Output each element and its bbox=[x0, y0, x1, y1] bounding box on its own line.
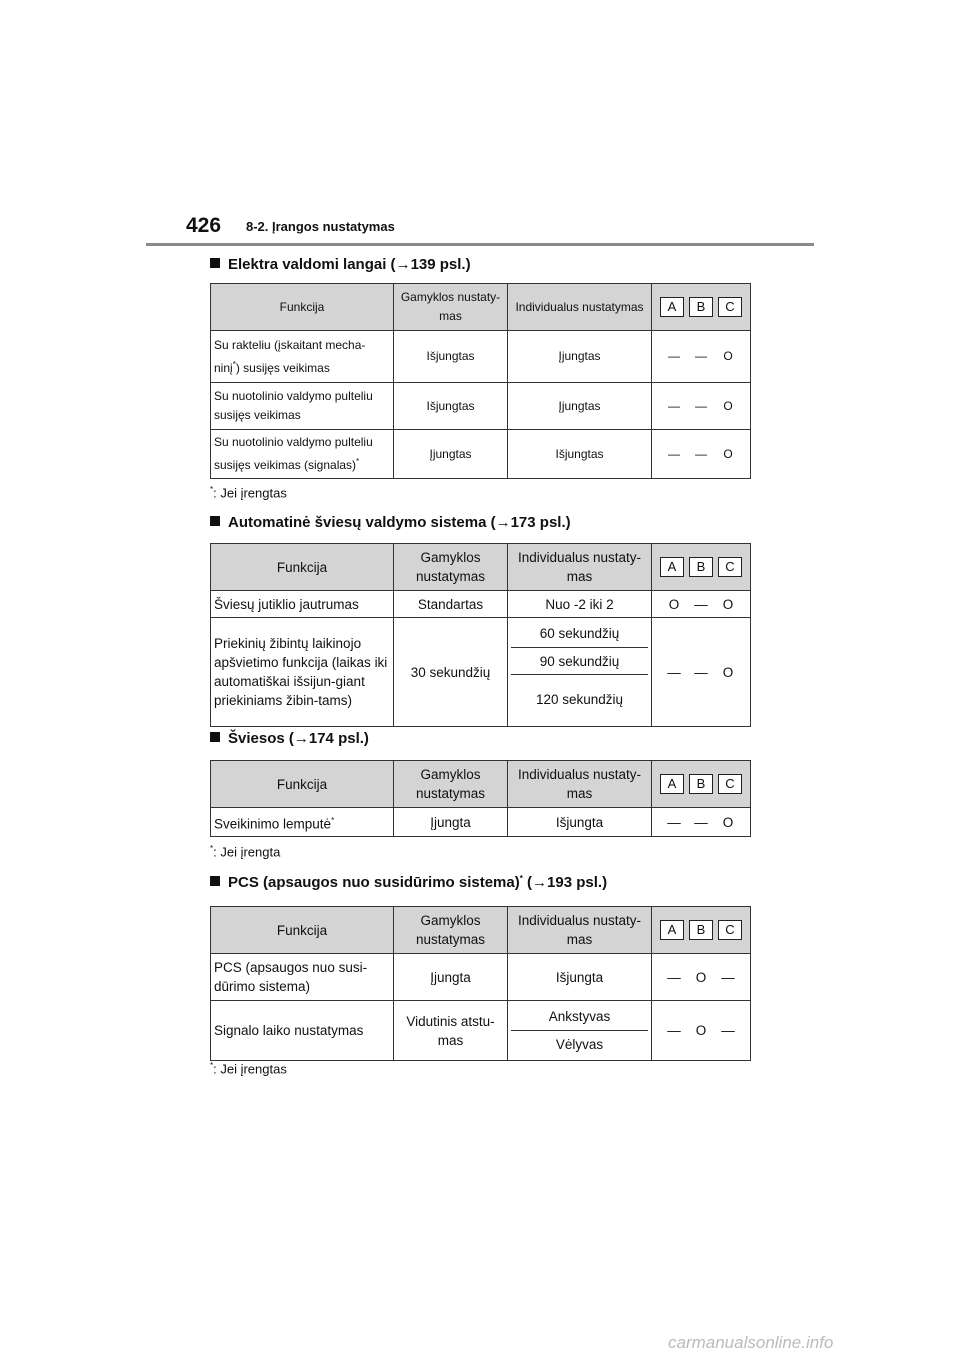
header-function: Funkcija bbox=[211, 907, 394, 954]
table-row bbox=[211, 618, 751, 727]
section-heading-lights: Šviesos (→174 psl.) bbox=[210, 730, 369, 747]
custom-cell: Įjungtas bbox=[508, 331, 652, 383]
footnote: *: Jei įrengta bbox=[210, 844, 281, 860]
function-cell: Su nuotolinio valdymo pulteliu susijęs veikimas (signalas)* bbox=[211, 430, 394, 479]
table-header-row bbox=[211, 907, 751, 954]
letter-c-box: C bbox=[718, 557, 742, 577]
header-default: Gamyklos nustatymas bbox=[394, 761, 508, 808]
arrow-icon: → bbox=[495, 514, 511, 531]
default-cell: Vidutinis atstu-mas bbox=[394, 1001, 508, 1061]
table-row bbox=[211, 808, 751, 837]
header-abc bbox=[652, 284, 751, 331]
function-cell: Šviesų jutiklio jautrumas bbox=[211, 591, 394, 618]
header-default: Gamyklos nustatymas bbox=[394, 544, 508, 591]
section-heading-auto-lights: Automatinė šviesų valdymo sistema (→173 psl.) bbox=[210, 514, 571, 531]
square-bullet-icon bbox=[210, 876, 220, 886]
header-default: Gamyklos nustatymas bbox=[394, 907, 508, 954]
option-late: Vėlyvas bbox=[555, 1037, 604, 1052]
lights-table bbox=[210, 760, 751, 837]
header-abc bbox=[652, 907, 751, 954]
square-bullet-icon bbox=[210, 732, 220, 742]
letter-c-box: C bbox=[718, 920, 742, 940]
footnote: *: Jei įrengtas bbox=[210, 485, 287, 501]
arrow-icon: → bbox=[532, 874, 548, 891]
abc-values: — — O bbox=[652, 430, 751, 479]
letter-b-box: B bbox=[689, 297, 713, 317]
letter-a-box: A bbox=[660, 297, 684, 317]
header-function: Funkcija bbox=[211, 284, 394, 331]
header-custom: Individualus nustatymas bbox=[508, 284, 652, 331]
letter-a-box: A bbox=[660, 920, 684, 940]
function-cell: Sveikinimo lemputė* bbox=[211, 808, 394, 837]
header-function: Funkcija bbox=[211, 544, 394, 591]
custom-options bbox=[508, 618, 652, 727]
letter-a-box: A bbox=[660, 774, 684, 794]
abc-values: — — O bbox=[652, 331, 751, 383]
square-bullet-icon bbox=[210, 516, 220, 526]
abc-values: — — O bbox=[652, 383, 751, 430]
arrow-icon: → bbox=[395, 256, 411, 273]
table-row bbox=[211, 430, 751, 479]
square-bullet-icon bbox=[210, 258, 220, 268]
option-early: Ankstyvas bbox=[511, 1003, 648, 1031]
option-60s: 60 sekundžių bbox=[511, 620, 648, 648]
table-header-row bbox=[211, 761, 751, 808]
table-row bbox=[211, 954, 751, 1001]
letter-c-box: C bbox=[718, 774, 742, 794]
letter-b-box: B bbox=[689, 774, 713, 794]
auto-lights-table bbox=[210, 543, 751, 727]
option-90s: 90 sekundžių bbox=[511, 648, 648, 675]
abc-values: — — O bbox=[652, 618, 751, 727]
footnote: *: Jei įrengtas bbox=[210, 1061, 287, 1077]
header-custom: Individualus nustaty-mas bbox=[508, 907, 652, 954]
table-header-row bbox=[211, 544, 751, 591]
power-windows-table bbox=[210, 283, 751, 479]
custom-cell: Nuo -2 iki 2 bbox=[508, 591, 652, 618]
table-row bbox=[211, 383, 751, 430]
abc-values: — O — bbox=[652, 1001, 751, 1061]
option-120s: 120 sekundžių bbox=[535, 692, 624, 707]
header-default: Gamyklos nustaty-mas bbox=[394, 284, 508, 331]
function-cell: Su nuotolinio valdymo pulteliu susijęs veikimas bbox=[211, 383, 394, 430]
letter-a-box: A bbox=[660, 557, 684, 577]
header-function: Funkcija bbox=[211, 761, 394, 808]
section-heading-pcs: PCS (apsaugos nuo susidūrimo sistema)* (→193 psl.) bbox=[210, 874, 607, 891]
default-cell: Įjungta bbox=[394, 808, 508, 837]
custom-cell: Išjungta bbox=[508, 808, 652, 837]
custom-options bbox=[508, 1001, 652, 1061]
section-heading-power-windows: Elektra valdomi langai (→139 psl.) bbox=[210, 256, 471, 273]
function-cell: Su rakteliu (įskaitant mecha- ninį*) susijęs veikimas bbox=[211, 331, 394, 383]
table-row bbox=[211, 1001, 751, 1061]
default-cell: Įjungta bbox=[394, 954, 508, 1001]
default-cell: Įjungtas bbox=[394, 430, 508, 479]
chapter-title: 8-2. Įrangos nustatymas bbox=[246, 219, 395, 234]
arrow-icon: → bbox=[293, 730, 309, 747]
default-cell: Išjungtas bbox=[394, 331, 508, 383]
abc-values: — O — bbox=[652, 954, 751, 1001]
header-custom: Individualus nustaty-mas bbox=[508, 761, 652, 808]
abc-values: — — O bbox=[652, 808, 751, 837]
pcs-table bbox=[210, 906, 751, 1061]
function-cell: PCS (apsaugos nuo susi-dūrimo sistema) bbox=[211, 954, 394, 1001]
watermark: carmanualsonline.info bbox=[668, 1333, 834, 1352]
header-rule bbox=[146, 243, 814, 246]
default-cell: Išjungtas bbox=[394, 383, 508, 430]
default-cell: Standartas bbox=[394, 591, 508, 618]
table-row bbox=[211, 591, 751, 618]
page-number: 426 bbox=[186, 214, 222, 237]
header-abc bbox=[652, 544, 751, 591]
default-cell: 30 sekundžių bbox=[394, 618, 508, 727]
header-abc bbox=[652, 761, 751, 808]
header-custom: Individualus nustaty-mas bbox=[508, 544, 652, 591]
function-cell: Priekinių žibintų laikinojo apšvietimo funkcija (laikas iki automatiškai išsijun-giant priekiniams žibin-tams) bbox=[211, 618, 394, 727]
custom-cell: Įjungtas bbox=[508, 383, 652, 430]
custom-cell: Išjungtas bbox=[508, 430, 652, 479]
abc-values: O — O bbox=[652, 591, 751, 618]
letter-c-box: C bbox=[718, 297, 742, 317]
letter-b-box: B bbox=[689, 920, 713, 940]
function-cell: Signalo laiko nustatymas bbox=[211, 1001, 394, 1061]
custom-cell: Išjungta bbox=[508, 954, 652, 1001]
table-row bbox=[211, 331, 751, 383]
table-header-row bbox=[211, 284, 751, 331]
letter-b-box: B bbox=[689, 557, 713, 577]
